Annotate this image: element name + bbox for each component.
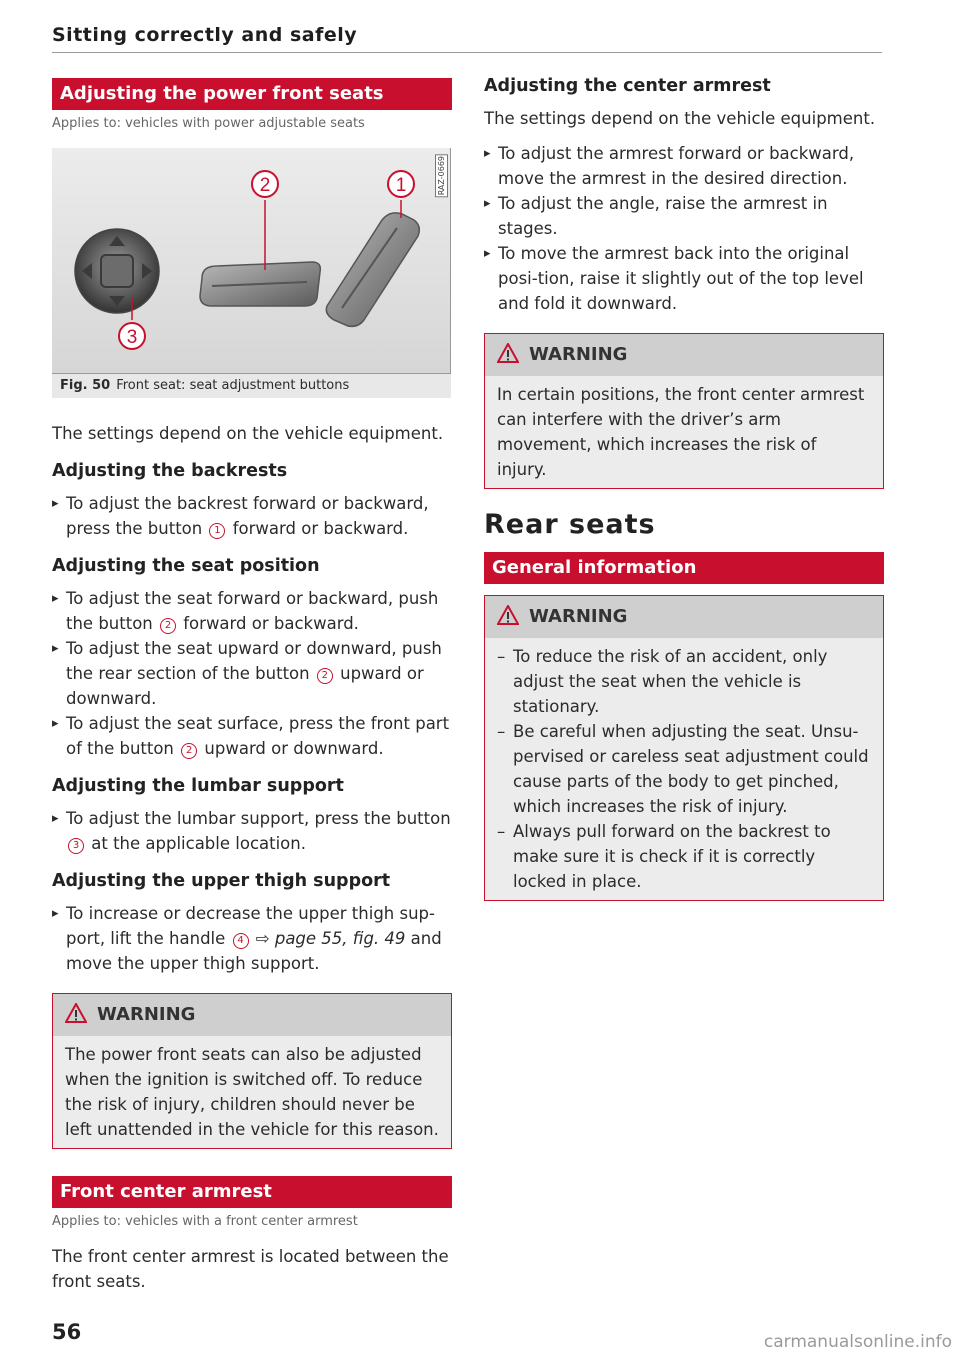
armrest-steps xyxy=(484,141,884,316)
warning-header xyxy=(485,334,883,376)
list-item: – To reduce the risk of an accident, only adjust the seat when the vehicle is stationary. xyxy=(497,644,871,719)
thigh-steps xyxy=(52,901,452,976)
heading-thigh: Adjusting the upper thigh support xyxy=(52,871,391,891)
warning-list xyxy=(497,644,871,894)
heading-center-armrest: Adjusting the center armrest xyxy=(484,76,771,96)
list-item: ▸ To increase or decrease the upper thigh sup-port, lift the handle 4 ⇨ page 55, fig. 49 and move the upper thigh support. xyxy=(52,901,452,976)
ref-2-icon: 2 xyxy=(160,618,176,634)
lumbar-steps xyxy=(52,806,452,856)
applies-power-seats: Applies to: vehicles with power adjustable seats xyxy=(52,116,365,131)
list-item: ▸ To move the armrest back into the original posi-tion, raise it slightly out of the top level and fold it downward. xyxy=(484,241,884,316)
section-title-armrest: Front center armrest xyxy=(52,1176,452,1208)
chapter-title-rear-seats: Rear seats xyxy=(484,509,656,540)
list-item: ▸ To adjust the backrest forward or backward, press the button 1 forward or backward. xyxy=(52,491,452,541)
heading-seat-position: Adjusting the seat position xyxy=(52,556,320,576)
callout-1 xyxy=(388,171,414,197)
backrest-button xyxy=(326,213,419,327)
warning-header xyxy=(53,994,451,1036)
ref-3-icon: 3 xyxy=(68,838,84,854)
warning-header xyxy=(485,596,883,638)
warning-text: In certain positions, the front center armrest can interfere with the driver’s arm movement, which increases the risk of injury. xyxy=(497,385,865,479)
figure-seat-buttons xyxy=(52,148,451,398)
svg-text:3: 3 xyxy=(126,327,138,348)
list-item: ▸ To adjust the seat upward or downward, push the rear section of the button 2 upward or downward. xyxy=(52,636,452,711)
list-item: ▸ To adjust the seat forward or backward, push the button 2 forward or backward. xyxy=(52,586,452,636)
backrest-steps xyxy=(52,491,452,541)
figure-caption xyxy=(52,374,451,398)
figure-label: Fig. 50 xyxy=(60,378,111,393)
callout-2 xyxy=(252,171,278,197)
figure-code: RAZ-0669 xyxy=(437,156,446,196)
warning-box-rear-seats xyxy=(484,595,884,901)
lumbar-knob xyxy=(75,229,159,313)
seat-position-steps xyxy=(52,586,452,761)
seat-cushion-button xyxy=(200,262,320,306)
left-column xyxy=(52,78,452,1294)
page-header: Sitting correctly and safely xyxy=(52,24,358,46)
warning-label: WARNING xyxy=(529,606,628,627)
svg-text:1: 1 xyxy=(395,175,407,196)
warning-triangle-icon xyxy=(497,605,519,625)
armrest-intro: The settings depend on the vehicle equipment. xyxy=(484,109,876,128)
header-divider xyxy=(52,52,882,53)
warning-box-armrest xyxy=(484,333,884,489)
ref-2-icon: 2 xyxy=(181,743,197,759)
seat-controls-drawing xyxy=(52,148,451,374)
warning-text: The power front seats can also be adjusted when the ignition is switched off. To reduce the risk of injury, children should never be left unattended in the vehicle for this reason. xyxy=(65,1045,439,1139)
ref-2-icon: 2 xyxy=(317,668,333,684)
section-title-general-info: General information xyxy=(484,552,884,584)
list-item: ▸ To adjust the armrest forward or backward, move the armrest in the desired direction. xyxy=(484,141,884,191)
list-item: ▸ To adjust the lumbar support, press the button 3 at the applicable location. xyxy=(52,806,452,856)
list-item: ▸ To adjust the angle, raise the armrest in stages. xyxy=(484,191,884,241)
heading-lumbar: Adjusting the lumbar support xyxy=(52,776,344,796)
ref-4-icon: 4 xyxy=(233,933,249,949)
list-item: – Be careful when adjusting the seat. Unsu-pervised or careless seat adjustment could cause parts of the body to get pinched, which increases the risk of injury. xyxy=(497,719,871,819)
callout-3 xyxy=(119,323,145,349)
applies-armrest: Applies to: vehicles with a front center armrest xyxy=(52,1214,358,1229)
ref-1-icon: 1 xyxy=(209,523,225,539)
warning-label: WARNING xyxy=(529,344,628,365)
right-column xyxy=(484,76,884,901)
heading-backrests: Adjusting the backrests xyxy=(52,461,288,481)
warning-label: WARNING xyxy=(97,1004,196,1025)
page-number: 56 xyxy=(52,1320,82,1344)
seat-buttons-illustration xyxy=(52,148,451,374)
section-title-power-seats: Adjusting the power front seats xyxy=(52,78,452,110)
list-item: ▸ To adjust the seat surface, press the front part of the button 2 upward or downward. xyxy=(52,711,452,761)
figure-caption-text: Front seat: seat adjustment buttons xyxy=(116,378,350,393)
list-item: – Always pull forward on the backrest to make sure it is check if it is correctly locked in place. xyxy=(497,819,871,894)
intro-text: The settings depend on the vehicle equipment. xyxy=(52,424,444,443)
warning-box-power-seats xyxy=(52,993,452,1149)
svg-text:2: 2 xyxy=(259,175,271,196)
page-reference-link[interactable]: ⇨ page 55, fig. 49 xyxy=(255,929,406,948)
warning-list-container xyxy=(485,638,883,900)
warning-triangle-icon xyxy=(497,343,519,363)
watermark: carmanualsonline.info xyxy=(763,1332,952,1352)
warning-triangle-icon xyxy=(65,1003,87,1023)
armrest-location-text: The front center armrest is located between the front seats. xyxy=(52,1247,449,1291)
